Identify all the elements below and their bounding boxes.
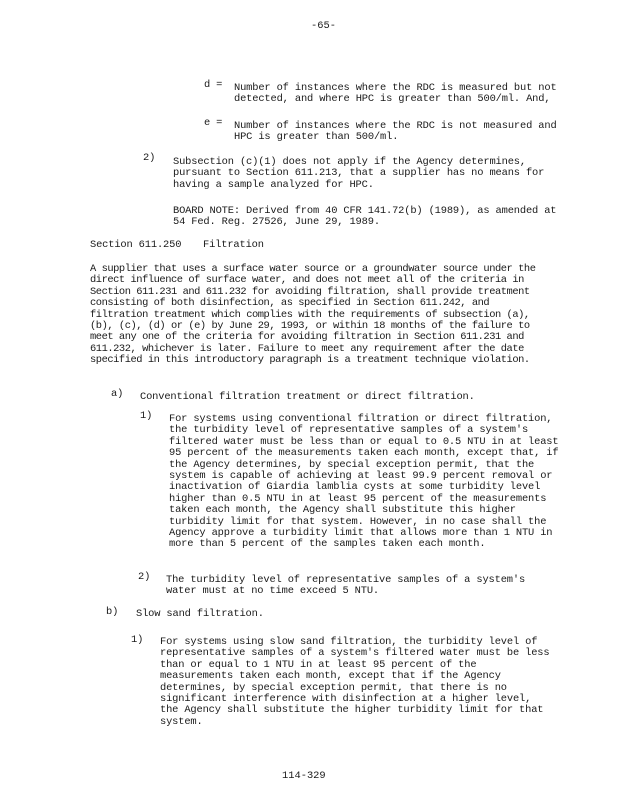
item-2-label: 2) bbox=[143, 152, 156, 164]
section-title: Filtration bbox=[203, 239, 264, 251]
b1-line: the Agency shall substitute the higher turbidity limit for that bbox=[160, 704, 544, 717]
b1-line: measurements taken each month, except that if the Agency bbox=[160, 670, 501, 683]
a1-line: Agency approve a turbidity limit that allows more than 1 NTU in bbox=[169, 527, 553, 540]
intro-line: meet any one of the criteria for avoiding filtration in Section 611.231 and bbox=[90, 331, 524, 344]
a1-line: higher than 0.5 NTU in at least 95 percent of the measurements bbox=[169, 492, 547, 505]
page-footer-number: 114-329 bbox=[282, 770, 326, 782]
item-d-label: d = bbox=[204, 79, 223, 91]
sub-b-heading: Slow sand filtration. bbox=[136, 608, 264, 620]
a1-label: 1) bbox=[140, 410, 153, 422]
item-e-line: Number of instances where the RDC is not measured and bbox=[234, 120, 557, 132]
page-header-number: -65- bbox=[311, 20, 336, 32]
item-d-line: detected, and where HPC is greater than 500/ml. And, bbox=[234, 93, 551, 106]
intro-line: A supplier that uses a surface water source or a groundwater source under the bbox=[90, 263, 536, 275]
a1-line: the Agency determines, by special exception permit, that the bbox=[169, 458, 535, 471]
intro-line: 611.232, whichever is later. Failure to meet any requirement after the date bbox=[90, 342, 524, 355]
b1-line: representative samples of a system's filtered water must be less bbox=[160, 647, 550, 660]
b1-line: than or equal to 1 NTU in at least 95 percent of the bbox=[160, 658, 477, 671]
sub-a-label: a) bbox=[111, 388, 124, 400]
a1-line: the turbidity level of representative samples of a system's bbox=[169, 424, 529, 437]
a1-line: filtered water must be less than or equal to 0.5 NTU in at least bbox=[169, 435, 559, 448]
a1-line: inactivation of Giardia lamblia cysts at some turbidity level bbox=[169, 481, 541, 494]
item-e-text bbox=[234, 121, 557, 144]
intro-line: filtration treatment which complies with the requirements of subsection (a), bbox=[90, 308, 530, 321]
intro-line: specified in this introductory paragraph is a treatment technique violation. bbox=[90, 354, 530, 367]
b1-line: For systems using slow sand filtration, the turbidity level of bbox=[160, 636, 538, 648]
a1-line: For systems using conventional filtration or direct filtration, bbox=[169, 413, 553, 425]
a1-line: more than 5 percent of the samples taken each month. bbox=[169, 538, 486, 551]
sub-a-heading: Conventional filtration treatment or direct filtration. bbox=[140, 391, 475, 403]
a1-line: taken each month, the Agency shall substitute this higher bbox=[169, 504, 516, 517]
b1-line: determines, by special exception permit, that there is no bbox=[160, 681, 507, 694]
board-note-line: 54 Fed. Reg. 27526, June 29, 1989. bbox=[173, 216, 380, 229]
board-note bbox=[173, 206, 556, 229]
item-d-text bbox=[234, 83, 557, 106]
item-2-text bbox=[173, 157, 544, 191]
intro-paragraph bbox=[90, 264, 535, 367]
intro-line: consisting of both disinfection, as specified in Section 611.242, and bbox=[90, 297, 490, 310]
intro-line: Section 611.231 and 611.232 for avoiding filtration, shall provide treatment bbox=[90, 285, 530, 298]
item-d-line: Number of instances where the RDC is measured but not bbox=[234, 82, 557, 94]
item-2-line: having a sample analyzed for HPC. bbox=[173, 178, 374, 191]
item-2-line: pursuant to Section 611.213, that a supplier has no means for bbox=[173, 167, 545, 180]
item-e-line: HPC is greater than 500/ml. bbox=[234, 131, 399, 144]
item-e-label: e = bbox=[204, 117, 223, 129]
section-number: Section 611.250 bbox=[90, 239, 182, 251]
a2-line: The turbidity level of representative samples of a system's bbox=[166, 574, 526, 586]
sub-b-label: b) bbox=[106, 606, 119, 618]
b1-text bbox=[160, 637, 549, 728]
a1-line: 95 percent of the measurements taken each month, except that, if bbox=[169, 447, 559, 460]
a2-line: water must at no time exceed 5 NTU. bbox=[166, 585, 379, 598]
b1-label: 1) bbox=[131, 634, 144, 646]
a1-line: system is capable of achieving at least 99.9 percent removal or bbox=[169, 470, 553, 483]
a2-text bbox=[166, 575, 525, 598]
intro-line: (b), (c), (d) or (e) by June 29, 1993, or within 18 months of the failure to bbox=[90, 320, 530, 333]
a1-text bbox=[169, 414, 558, 551]
item-2-line: Subsection (c)(1) does not apply if the Agency determines, bbox=[173, 156, 526, 168]
a1-line: turbidity limit for that system. However, in no case shall the bbox=[169, 515, 547, 528]
b1-line: system. bbox=[160, 715, 203, 728]
board-note-line: BOARD NOTE: Derived from 40 CFR 141.72(b) (1989), as amended at bbox=[173, 205, 557, 217]
b1-line: significant interference with disinfection at a higher level, bbox=[160, 693, 532, 706]
intro-line: direct influence of surface water, and does not meet all of the criteria in bbox=[90, 274, 524, 287]
a2-label: 2) bbox=[138, 571, 151, 583]
